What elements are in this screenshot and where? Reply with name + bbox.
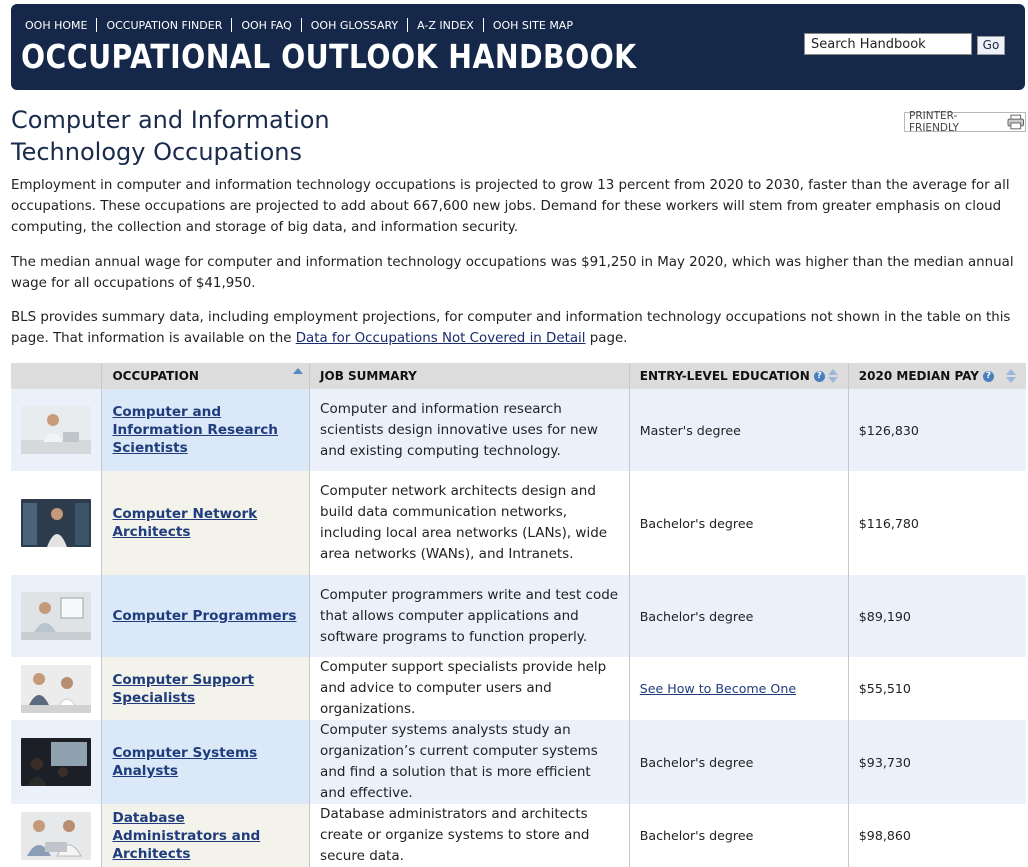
education-cell: Bachelor's degree: [629, 720, 848, 804]
printer-friendly-button[interactable]: [904, 112, 1026, 132]
photo-cell: [11, 471, 102, 575]
occupation-photo[interactable]: [21, 499, 91, 547]
summary-cell: Computer network architects design and build data communication networks, including local area networks (LANs), wide area networks (WANs), and Intranets.: [310, 471, 630, 575]
summary-cell: Computer programmers write and test code that allows computer applications and software programs to function properly.: [310, 575, 630, 657]
table-row: [11, 575, 1026, 657]
occupation-photo[interactable]: [21, 738, 91, 786]
occupation-photo[interactable]: [21, 812, 91, 860]
occupation-cell: [102, 471, 310, 575]
occupation-column-header[interactable]: [102, 363, 310, 389]
pay-cell: $93,730: [848, 720, 1026, 804]
table-row: [11, 389, 1026, 471]
site-header: [11, 4, 1025, 90]
nav-separator: [96, 18, 97, 32]
job-summary-column-header: [310, 363, 630, 389]
job-summary-header-label: JOB SUMMARY: [320, 369, 417, 383]
search-go-button[interactable]: Go: [977, 36, 1005, 55]
summary-cell: Computer support specialists provide help and advice to computer users and organizations.: [310, 657, 630, 720]
nav-separator: [231, 18, 232, 32]
nav-ooh-glossary[interactable]: OOH GLOSSARY: [310, 19, 399, 32]
intro3-tail: page.: [585, 331, 628, 346]
occupation-cell: [102, 657, 310, 720]
occupation-photo[interactable]: [21, 665, 91, 713]
table-row: [11, 720, 1026, 804]
occupation-header-label: OCCUPATION: [112, 369, 199, 383]
education-column-header[interactable]: [629, 363, 848, 389]
photo-cell: [11, 804, 102, 867]
pay-header-label: 2020 MEDIAN PAY: [858, 368, 979, 383]
intro-paragraph-growth: Employment in computer and information technology occupations is projected to grow 13 percent from 2020 to 2030, faster than the average for all occupations. These occupations are projected to add about 667,600 new jobs. Demand for these workers will stem from greater emphasis on cloud computing, the collection and storage of big data, and information security.: [11, 178, 1010, 235]
nav-separator: [483, 18, 484, 32]
occupation-photo[interactable]: [21, 592, 91, 640]
intro-paragraph-wage: The median annual wage for computer and information technology occupations was $91,250 in May 2020, which was higher than the median annual wage for all occupations of $41,950.: [11, 255, 1014, 291]
site-brand[interactable]: OCCUPATIONAL OUTLOOK HANDBOOK: [21, 37, 637, 76]
nav-az-index[interactable]: A-Z INDEX: [417, 19, 474, 32]
table-row: [11, 804, 1026, 867]
summary-cell: Computer systems analysts study an organization’s current computer systems and find a solution that is more efficient and effective.: [310, 720, 630, 804]
pay-cell: $116,780: [848, 471, 1026, 575]
summary-cell: Database administrators and architects create or organize systems to store and secure data.: [310, 804, 630, 867]
summary-cell: Computer and information research scientists design innovative uses for new and existing computing technology.: [310, 389, 630, 471]
pay-cell: $89,190: [848, 575, 1026, 657]
education-header-label: ENTRY-LEVEL EDUCATION: [639, 368, 810, 383]
table-header-row: [11, 363, 1026, 389]
education-cell: [629, 657, 848, 720]
education-cell: Master's degree: [629, 389, 848, 471]
occupation-link[interactable]: Database Administrators and Architects: [112, 809, 261, 862]
education-cell: Bachelor's degree: [629, 471, 848, 575]
occupation-link[interactable]: Computer Support Specialists: [112, 671, 254, 706]
data-not-covered-link[interactable]: Data for Occupations Not Covered in Detail: [295, 331, 586, 346]
photo-cell: [11, 657, 102, 720]
top-nav: [25, 18, 573, 32]
nav-occupation-finder[interactable]: OCCUPATION FINDER: [106, 19, 223, 32]
occupation-cell: [102, 389, 310, 471]
pay-cell: $98,860: [848, 804, 1026, 867]
table-row: [11, 471, 1026, 575]
education-cell: Bachelor's degree: [629, 804, 848, 867]
occupation-link[interactable]: Computer Programmers: [112, 608, 297, 624]
intro-paragraph-data: [11, 307, 1021, 349]
help-icon[interactable]: ?: [814, 371, 825, 382]
image-column-header: [11, 363, 102, 389]
page-title: Computer and Information Technology Occupations: [11, 106, 330, 166]
occupations-table: [11, 363, 1026, 867]
occupation-cell: [102, 804, 310, 867]
nav-separator: [407, 18, 408, 32]
sort-arrows-icon: [828, 369, 838, 383]
occupation-photo[interactable]: [21, 406, 91, 454]
photo-cell: [11, 720, 102, 804]
nav-separator: [301, 18, 302, 32]
occupation-cell: [102, 575, 310, 657]
intro3-text: BLS provides summary data, including employment projections, for computer and information technology occupations not shown in the table on this page. That information is available on the: [11, 310, 1011, 346]
printer-friendly-label: PRINTER-FRIENDLY: [909, 110, 959, 134]
nav-ooh-site-map[interactable]: OOH SITE MAP: [492, 19, 573, 32]
pay-cell: $126,830: [848, 389, 1026, 471]
occupation-link[interactable]: Computer Systems Analysts: [112, 745, 258, 779]
sort-arrows-icon: [1006, 369, 1016, 383]
occupation-link[interactable]: Computer Network Architects: [112, 506, 258, 540]
table-row: [11, 657, 1026, 720]
occupation-link[interactable]: Computer and Information Research Scientists: [112, 404, 278, 456]
pay-column-header[interactable]: [848, 363, 1026, 389]
photo-cell: [11, 389, 102, 471]
printer-icon: [1007, 114, 1025, 130]
occupation-cell: [102, 720, 310, 804]
pay-cell: $55,510: [848, 657, 1026, 720]
education-cell: Bachelor's degree: [629, 575, 848, 657]
photo-cell: [11, 575, 102, 657]
how-to-become-link[interactable]: See How to Become One: [639, 681, 797, 696]
search-input[interactable]: [804, 33, 972, 55]
help-icon[interactable]: ?: [983, 371, 994, 382]
nav-ooh-faq[interactable]: OOH FAQ: [241, 19, 292, 32]
nav-ooh-home[interactable]: OOH HOME: [25, 19, 88, 32]
sort-up-icon: [293, 368, 303, 374]
